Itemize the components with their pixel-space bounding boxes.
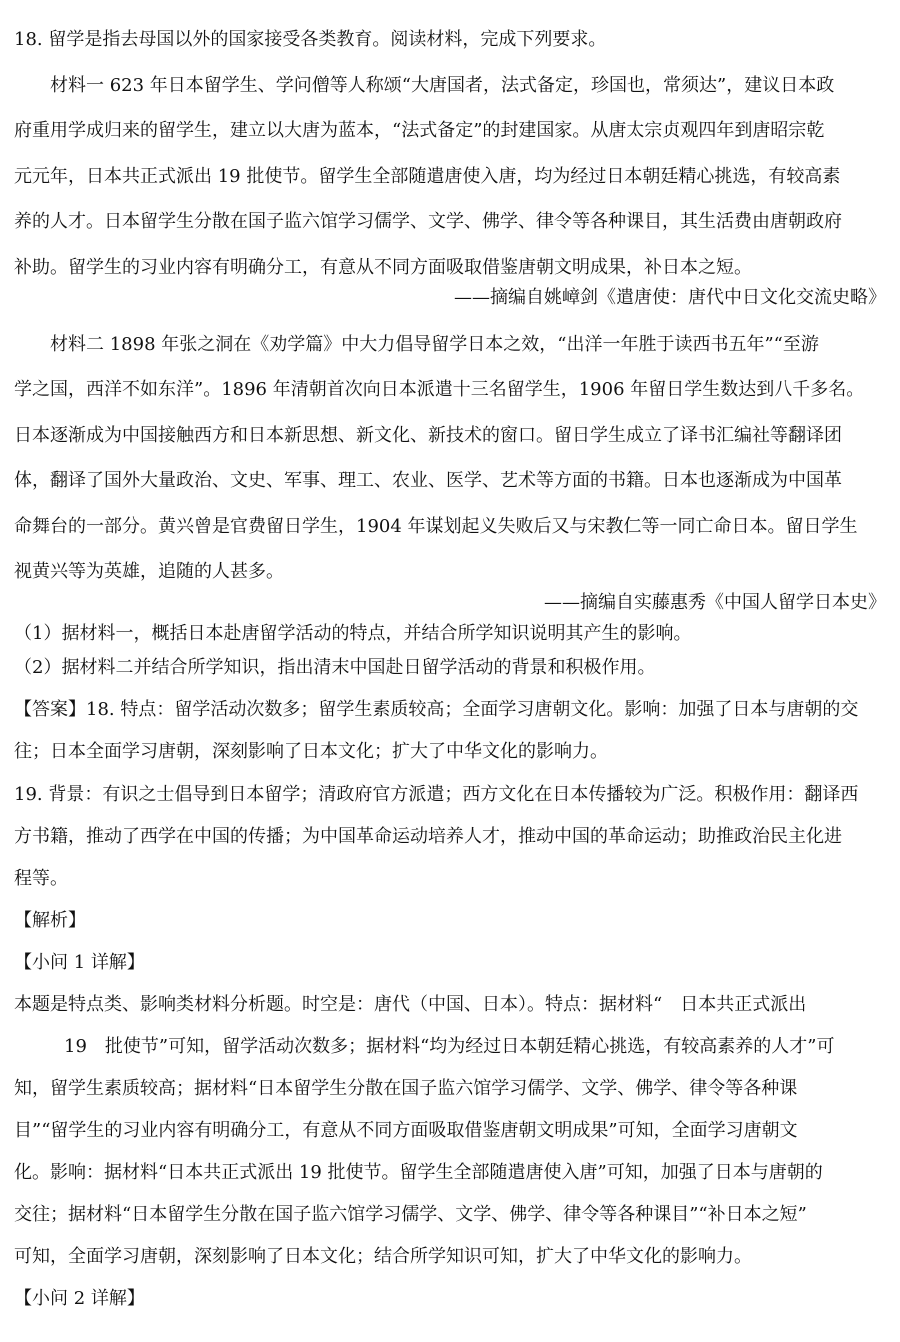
analysis-line: 本题是特点类、影响类材料分析题。时空是：唐代（中国、日本）。特点：据材料“ 日本共正式派出 — [14, 994, 807, 1015]
analysis-line: 19 批使节”可知，留学活动次数多；据材料“均为经过日本朝廷精心挑选，有较高素养的人才”可 — [64, 1036, 835, 1057]
sub-question-1: （1）据材料一，概括日本赴唐留学活动的特点，并结合所学知识说明其产生的影响。 — [14, 623, 692, 644]
material-two-line: 命舞台的一部分。黄兴曾是官费留日学生，1904 年谋划起义失败后又与宋教仁等一同亡命日本。留日学生 — [14, 516, 858, 537]
sub-question-1-detail-heading: 【小问 1 详解】 — [14, 952, 145, 973]
material-one-line: 材料一 623 年日本留学生、学问僧等人称颂“大唐国者，法式备定，珍国也，常须达”，建议日本政 — [50, 75, 835, 96]
material-one-line: 养的人才。日本留学生分散在国子监六馆学习儒学、文学、佛学、律令等各种课目，其生活费由唐朝政府 — [14, 211, 842, 232]
material-two-line: 材料二 1898 年张之洞在《劝学篇》中大力倡导留学日本之效，“出洋一年胜于读西书五年”“至游 — [50, 334, 819, 355]
answer-line: 19. 背景：有识之士倡导到日本留学；清政府官方派遣；西方文化在日本传播较为广泛。积极作用：翻译西 — [14, 784, 859, 805]
question-18-title: 18. 留学是指去母国以外的国家接受各类教育。阅读材料，完成下列要求。 — [14, 29, 607, 50]
material-one-line: 元元年，日本共正式派出 19 批使节。留学生全部随遣唐使入唐，均为经过日本朝廷精心挑选，有较高素 — [14, 166, 841, 187]
answer-line: 程等。 — [14, 868, 68, 889]
analysis-line: 交往；据材料“日本留学生分散在国子监六馆学习儒学、文学、佛学、律令等各种课目”“补日本之短” — [14, 1204, 807, 1225]
analysis-line: 目”“留学生的习业内容有明确分工，有意从不同方面吸取借鉴唐朝文明成果”可知，全面学习唐朝文 — [14, 1120, 798, 1141]
sub-question-2: （2）据材料二并结合所学知识，指出清末中国赴日留学活动的背景和积极作用。 — [14, 657, 656, 678]
material-two-source: ——摘编自实藤惠秀《中国人留学日本史》 — [544, 592, 886, 613]
material-two-line: 学之国，西洋不如东洋”。1896 年清朝首次向日本派遣十三名留学生，1906 年留日学生数达到八千多名。 — [14, 379, 865, 400]
material-one-source: ——摘编自姚嶂剑《遣唐使：唐代中日文化交流史略》 — [454, 287, 886, 308]
sub-question-2-detail-heading: 【小问 2 详解】 — [14, 1288, 145, 1309]
material-two-line: 体，翻译了国外大量政治、文史、军事、理工、农业、医学、艺术等方面的书籍。日本也逐渐成为中国革 — [14, 470, 842, 491]
analysis-line: 可知，全面学习唐朝，深刻影响了日本文化；结合所学知识可知，扩大了中华文化的影响力。 — [14, 1246, 752, 1267]
analysis-heading: 【解析】 — [14, 910, 86, 931]
material-one-line: 府重用学成归来的留学生，建立以大唐为蓝本，“法式备定”的封建国家。从唐太宗贞观四年到唐昭宗乾 — [14, 120, 825, 141]
analysis-line: 化。影响：据材料“日本共正式派出 19 批使节。留学生全部随遣唐使入唐”可知，加强了日本与唐朝的 — [14, 1162, 823, 1183]
analysis-line: 知，留学生素质较高；据材料“日本留学生分散在国子监六馆学习儒学、文学、佛学、律令等各种课 — [14, 1078, 798, 1099]
material-one-line: 补助。留学生的习业内容有明确分工，有意从不同方面吸取借鉴唐朝文明成果，补日本之短。 — [14, 257, 752, 278]
answer-line: 往；日本全面学习唐朝，深刻影响了日本文化；扩大了中华文化的影响力。 — [14, 741, 608, 762]
answer-line: 【答案】18. 特点：留学活动次数多；留学生素质较高；全面学习唐朝文化。影响：加强了日本与唐朝的交 — [14, 699, 859, 720]
answer-line: 方书籍，推动了西学在中国的传播；为中国革命运动培养人才，推动中国的革命运动；助推政治民主化进 — [14, 826, 842, 847]
material-two-line: 视黄兴等为英雄，追随的人甚多。 — [14, 561, 284, 582]
material-two-line: 日本逐渐成为中国接触西方和日本新思想、新文化、新技术的窗口。留日学生成立了译书汇编社等翻译团 — [14, 425, 842, 446]
